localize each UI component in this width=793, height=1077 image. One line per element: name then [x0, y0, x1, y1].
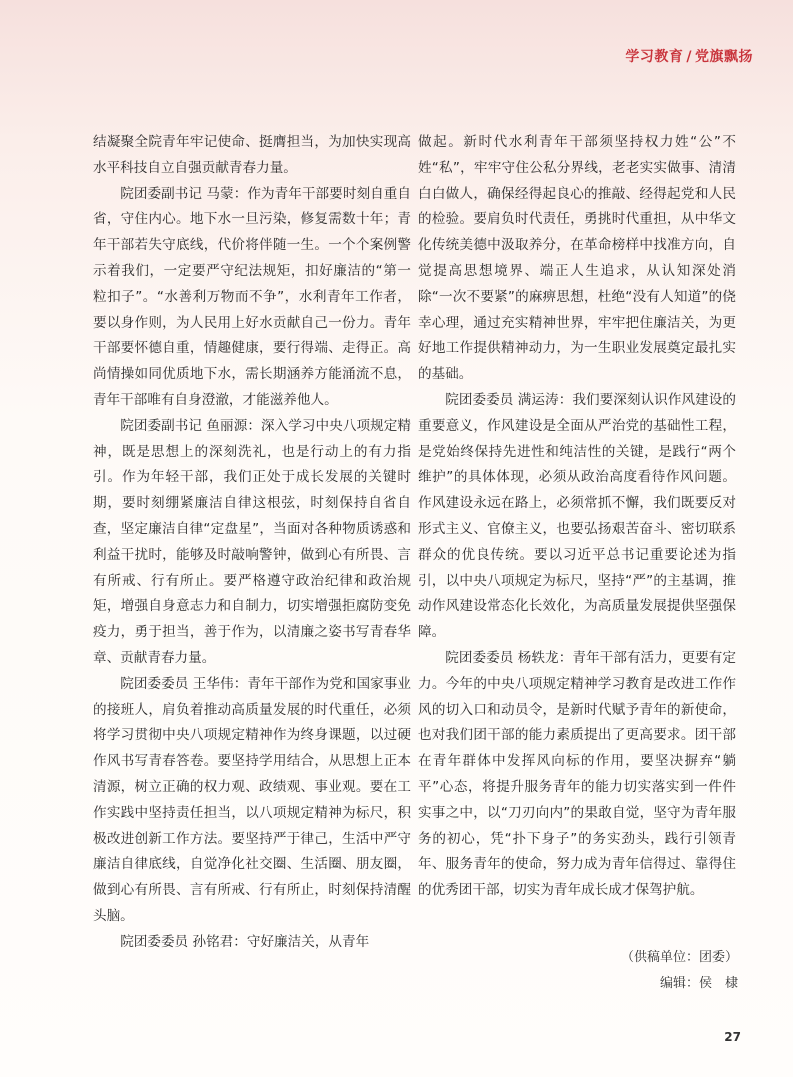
header-separator: /: [686, 49, 692, 65]
paragraph: 做起。新时代水利青年干部须坚持权力姓“公”不姓“私”，牢牢守住公私分界线，老老实实做事、清清白白做人，确保经得起良心的推敲、经得起党和人民的检验。要肩负时代责任，勇挑时代重担，从中华文化传统美德中汲取养分，在革命榜样中找准方向，自觉提高思想境界、端正人生追求，从认知深处消除“一次不要紧”的麻痹思想，杜绝“没有人知道”的侥幸心理，通过充实精神世界，牢牢把住廉洁关，为更好地工作提供精神动力，为一生职业发展奠定最扎实的基础。: [418, 134, 736, 383]
paragraph: 院团委委员 满运涛：我们要深刻认识作风建设的重要意义，作风建设是全面从严治党的基础性工程，是党始终保持先进性和纯洁性的关键，是践行“两个维护”的具体体现，必须从政治高度看待作风问题。作风建设永远在路上，必须常抓不懈，我们既要反对形式主义、官僚主义，也要弘扬艰苦奋斗、密切联系群众的优良传统。要以习近平总书记重要论述为指引，以中央八项规定为标尺，坚持“严”的主基调，推动作风建设常态化长效化，为高质量发展提供坚强保障。: [418, 391, 736, 641]
editor-credit: 编辑：侯 棣: [659, 976, 738, 991]
page-number: 27: [724, 1030, 741, 1044]
paragraph: 院团委副书记 鱼丽源：深入学习中央八项规定精神，既是思想上的深刻洗礼，也是行动上的有力指引。作为年轻干部，我们正处于成长发展的关键时期，要时刻绷紧廉洁自律这根弦，时刻保持自省自查，坚定廉洁自律“定盘星”，当面对各种物质诱惑和利益干扰时，能够及时敲响警钟，做到心有所畏、言有所戒、行有所止。要严格遵守政治纪律和政治规矩，增强自身意志力和自制力，切实增强拒腐防变免疫力，勇于担当，善于作为，以清廉之姿书写青春华章、贡献青春力量。: [93, 417, 411, 666]
paragraph: 院团委委员 杨轶龙：青年干部有活力，更要有定力。今年的中央八项规定精神学习教育是改进工作作风的切入口和动员令，是新时代赋予青年的新使命，也对我们团干部的能力素质提出了更高要求。团干部在青年群体中发挥风向标的作用，要坚决摒弃“躺平”心态，将提升服务青年的能力切实落实到一件件实事之中，以“刀刃向内”的果敢自觉，坚守为青年服务的初心，凭“扑下身子”的务实劲头，践行引领青年、服务青年的使命，努力成为青年信得过、靠得住的优秀团干部，切实为青年成长成才保驾护航。: [418, 649, 736, 899]
paragraph: 院团委委员 孙铭君：守好廉洁关，从青年: [120, 933, 370, 950]
section-header: [625, 46, 753, 66]
column-name: 党旗飘扬: [695, 49, 753, 65]
section-name: 学习教育: [625, 49, 684, 65]
right-column: [418, 130, 736, 904]
paragraph: 结凝聚全院青年牢记使命、挺膺担当，为加快实现高水平科技自立自强贡献青春力量。: [93, 134, 411, 176]
paragraph: 院团委副书记 马蒙：作为青年干部要时刻自重自省，守住内心。地下水一旦污染，修复需数十年；青年干部若失守底线，代价将伴随一生。一个个案例警示着我们，一定要严守纪法规矩，扣好廉洁的“第一粒扣子”。“水善利万物而不争”，水利青年工作者，要以身作则，为人民用上好水贡献自己一份力。青年干部要怀德自重，情趣健康，要行得端、走得正。高尚情操如同优质地下水，需长期涵养方能涌流不息，青年干部唯有自身澄澈，才能滋养他人。: [93, 185, 411, 408]
left-column: [93, 130, 411, 956]
source-credit: （供稿单位：团委）: [620, 950, 738, 965]
paragraph: 院团委委员 王华伟：青年干部作为党和国家事业的接班人，肩负着推动高质量发展的时代重任，必须将学习贯彻中央八项规定精神作为终身课题，以过硬作风书写青春答卷。要坚持学用结合，从思想上正本清源，树立正确的权力观、政绩观、事业观。要在工作实践中坚持责任担当，以八项规定精神为标尺，积极改进创新工作方法。要坚持严于律己，生活中严守廉洁自律底线，自觉净化社交圈、生活圈、朋友圈，做到心有所畏、言有所戒、行有所止，时刻保持清醒头脑。: [93, 675, 411, 924]
